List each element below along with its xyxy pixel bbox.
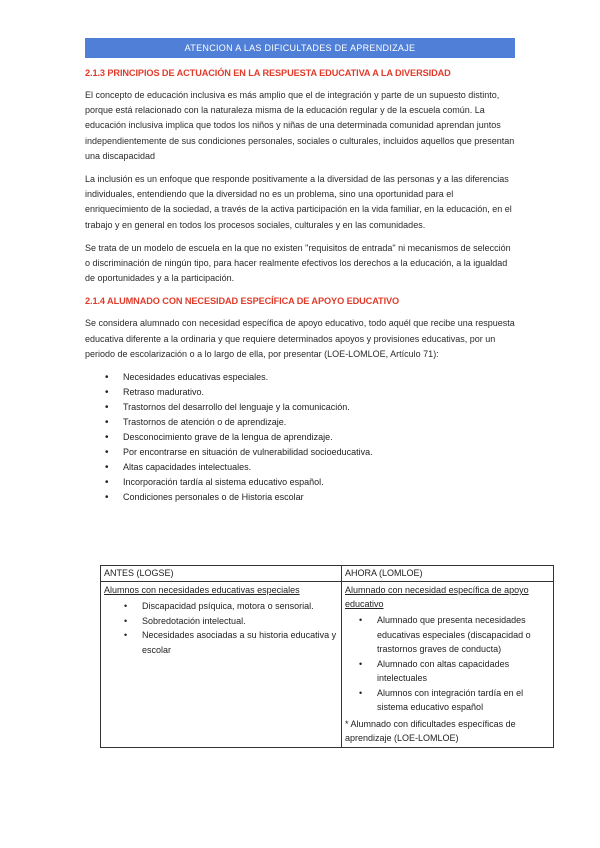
list-item: • Necesidades asociadas a su historia educativa y escolar — [124, 628, 338, 657]
list-item: • Trastornos del desarrollo del lenguaje y la comunicación. — [105, 400, 517, 415]
list-item: • Alumnado que presenta necesidades educativas especiales (discapacidad o trastornos graves de conducta) — [359, 613, 550, 657]
list-item: • Necesidades educativas especiales. — [105, 370, 517, 385]
header-cell-ahora: AHORA (LOMLOE) — [342, 566, 554, 582]
table-header-row — [101, 566, 554, 582]
comparison-table — [100, 565, 554, 748]
list-item: • Discapacidad psíquica, motora o sensorial. — [124, 599, 338, 614]
paragraph: La inclusión es un enfoque que responde positivamente a la diversidad de las personas y a las diferencias individuales, entendiendo que la diversidad no es un problema, sino una oportunidad para el enriquecimiento de la sociedad, a través de la activa participación en la vida familiar, en la educación, en el trabajo y en general en todos los procesos sociales, culturales y en las comunidades. — [85, 174, 512, 230]
cell-subtitle: Alumnos con necesidades educativas especiales — [104, 585, 300, 595]
cell-note: * Alumnado con dificultades específicas de aprendizaje (LOE-LOMLOE) — [345, 718, 516, 743]
section-title-alumnado: 2.1.4 ALUMNADO CON NECESIDAD ESPECÍFICA DE APOYO EDUCATIVO — [85, 296, 400, 307]
paragraph: Se trata de un modelo de escuela en la que no existen "requisitos de entrada" ni mecanismos de selección o discriminación de ningún tipo, para hacer realmente efectivos los derechos a la educación, a la igualdad de oportunidades y a la participación. — [85, 242, 511, 284]
list-item: • Incorporación tardía al sistema educativo español. — [105, 475, 517, 490]
page-header-title: ATENCION A LAS DIFICULTADES DE APRENDIZAJE — [184, 43, 416, 53]
paragraph-intro: Se considera alumnado con necesidad específica de apoyo educativo, todo aquél que recibe una respuesta educativa diferente a la ordinaria y que requiere determinados apoyos y provisiones educativas, por un periodo de escolarización o a lo largo de ella, por presentar (LOE-LOMLOE, Artículo 71): — [85, 318, 515, 359]
cell-antes — [101, 582, 342, 748]
paragraph: El concepto de educación inclusiva es más amplio que el de integración y parte de un supuesto distinto, porque está relacionado con la naturaleza misma de la educación regular y de la escuela común. La educación inclusiva implica que todos los niños y niñas de una determinada comunidad aprendan juntos independientemente de sus condiciones personales, sociales o culturales, incluidos aquellos que presentan una discapacidad — [85, 90, 515, 161]
table-row — [101, 582, 554, 748]
document-body — [85, 68, 517, 505]
list-item: • Trastornos de atención o de aprendizaje. — [105, 415, 517, 430]
list-item: • Alumnado con altas capacidades intelectuales — [359, 657, 550, 686]
list-item: • Altas capacidades intelectuales. — [105, 460, 517, 475]
list-item: • Alumnos con integración tardía en el sistema educativo español — [359, 686, 550, 715]
cell-list — [104, 599, 338, 657]
header-cell-antes: ANTES (LOGSE) — [101, 566, 342, 582]
list-item: • Por encontrarse en situación de vulnerabilidad socioeducativa. — [105, 445, 517, 460]
cell-ahora — [342, 582, 554, 748]
section-title-principios: 2.1.3 PRINCIPIOS DE ACTUACIÓN EN LA RESPUESTA EDUCATIVA A LA DIVERSIDAD — [85, 68, 451, 78]
list-item: • Condiciones personales o de Historia escolar — [105, 490, 517, 505]
list-item: • Desconocimiento grave de la lengua de aprendizaje. — [105, 430, 517, 445]
list-item: • Sobredotación intelectual. — [124, 614, 338, 629]
list-item: • Retraso madurativo. — [105, 385, 517, 400]
page-header-bar — [85, 38, 515, 58]
needs-list — [85, 370, 517, 505]
cell-subtitle: Alumnado con necesidad específica de apoyo educativo — [345, 585, 529, 609]
cell-list — [345, 613, 550, 715]
